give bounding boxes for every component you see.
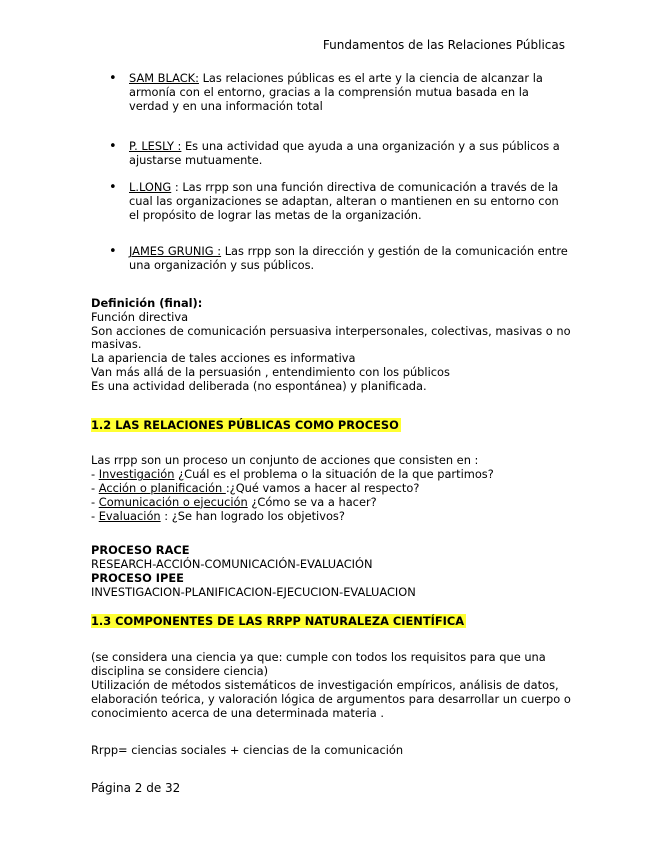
science-paragraph: Utilización de métodos sistemáticos de investigación empíricos, análisis de datos, elaboración teórica, y valoración lógica de argumentos para desarrollar un cuerpo o conocimiento acerca de una determinada materia . [91, 677, 571, 720]
process-intro: Las rrpp son un proceso un conjunto de acciones que consisten en : [91, 453, 479, 468]
author-name: L.LONG [129, 179, 172, 194]
definition-text: Las rrpp son la dirección y gestión de la comunicación entre una organización y sus públicos. [129, 244, 568, 273]
page-number: Página 2 de 32 [91, 781, 181, 795]
author-name: P. LESLY : [129, 139, 182, 154]
list-item [91, 245, 571, 273]
process-step: - Comunicación o ejecución ¿Cómo se va a hacer? [91, 494, 377, 509]
process-step: - Acción o planificación :¿Qué vamos a hacer al respecto? [91, 480, 420, 495]
final-definition-line: Es una actividad deliberada (no espontánea) y planificada. [91, 378, 427, 393]
ipee-text: INVESTIGACION-PLANIFICACION-EJECUCION-EVALUACION [91, 584, 416, 599]
definition-text: Es una actividad que ayuda a una organización y a sus públicos a ajustarse mutuamente. [129, 139, 560, 168]
science-paragraph: (se considera una ciencia ya que: cumple con todos los requisitos para que una disciplina se considere ciencia) [91, 650, 546, 679]
race-title: PROCESO RACE [91, 543, 190, 558]
definition-text: Las relaciones públicas es el arte y la ciencia de alcanzar la armonía con el entorno, gracias a la comprensión mutua basada en la verdad y en una información total [129, 71, 543, 113]
formula-line: Rrpp= ciencias sociales + ciencias de la comunicación [91, 743, 404, 758]
definitions-list [91, 245, 571, 273]
list-item [91, 140, 571, 168]
process-step: - Evaluación : ¿Se han logrado los objetivos? [91, 508, 345, 523]
final-definition-title: Definición (final): [91, 295, 203, 310]
list-item [91, 72, 571, 113]
definitions-list [91, 181, 571, 222]
author-name: SAM BLACK: [129, 71, 199, 85]
page-content [91, 72, 571, 758]
final-definition-line: Función directiva [91, 309, 189, 324]
list-item [91, 181, 571, 222]
section-heading: 1.3 COMPONENTES DE LAS RRPP NATURALEZA CIENTÍFICA [91, 613, 465, 628]
section-heading: 1.2 LAS RELACIONES PÚBLICAS COMO PROCESO [91, 417, 399, 432]
final-definition-line: Van más allá de la persuasión , entendimiento con los públicos [91, 364, 450, 379]
ipee-title: PROCESO IPEE [91, 570, 184, 585]
definition-text: : Las rrpp son una función directiva de comunicación a través de la cual las organizaciones se adaptan, alteran o mantienen en su entorno con el propósito de lograr las metas de la organización. [129, 179, 559, 222]
running-header: Fundamentos de las Relaciones Públicas [322, 38, 565, 52]
definitions-list [91, 140, 571, 168]
final-definition-line: La apariencia de tales acciones es informativa [91, 351, 356, 366]
author-name: JAMES GRUNIG : [129, 244, 222, 259]
final-definition-line: Son acciones de comunicación persuasiva interpersonales, colectivas, masivas o no masivas. [91, 323, 571, 352]
process-step: - Investigación ¿Cuál es el problema o la situación de la que partimos? [91, 467, 494, 482]
race-text: RESEARCH-ACCIÓN-COMUNICACIÓN-EVALUACIÓN [91, 557, 373, 572]
definitions-list [91, 72, 571, 113]
